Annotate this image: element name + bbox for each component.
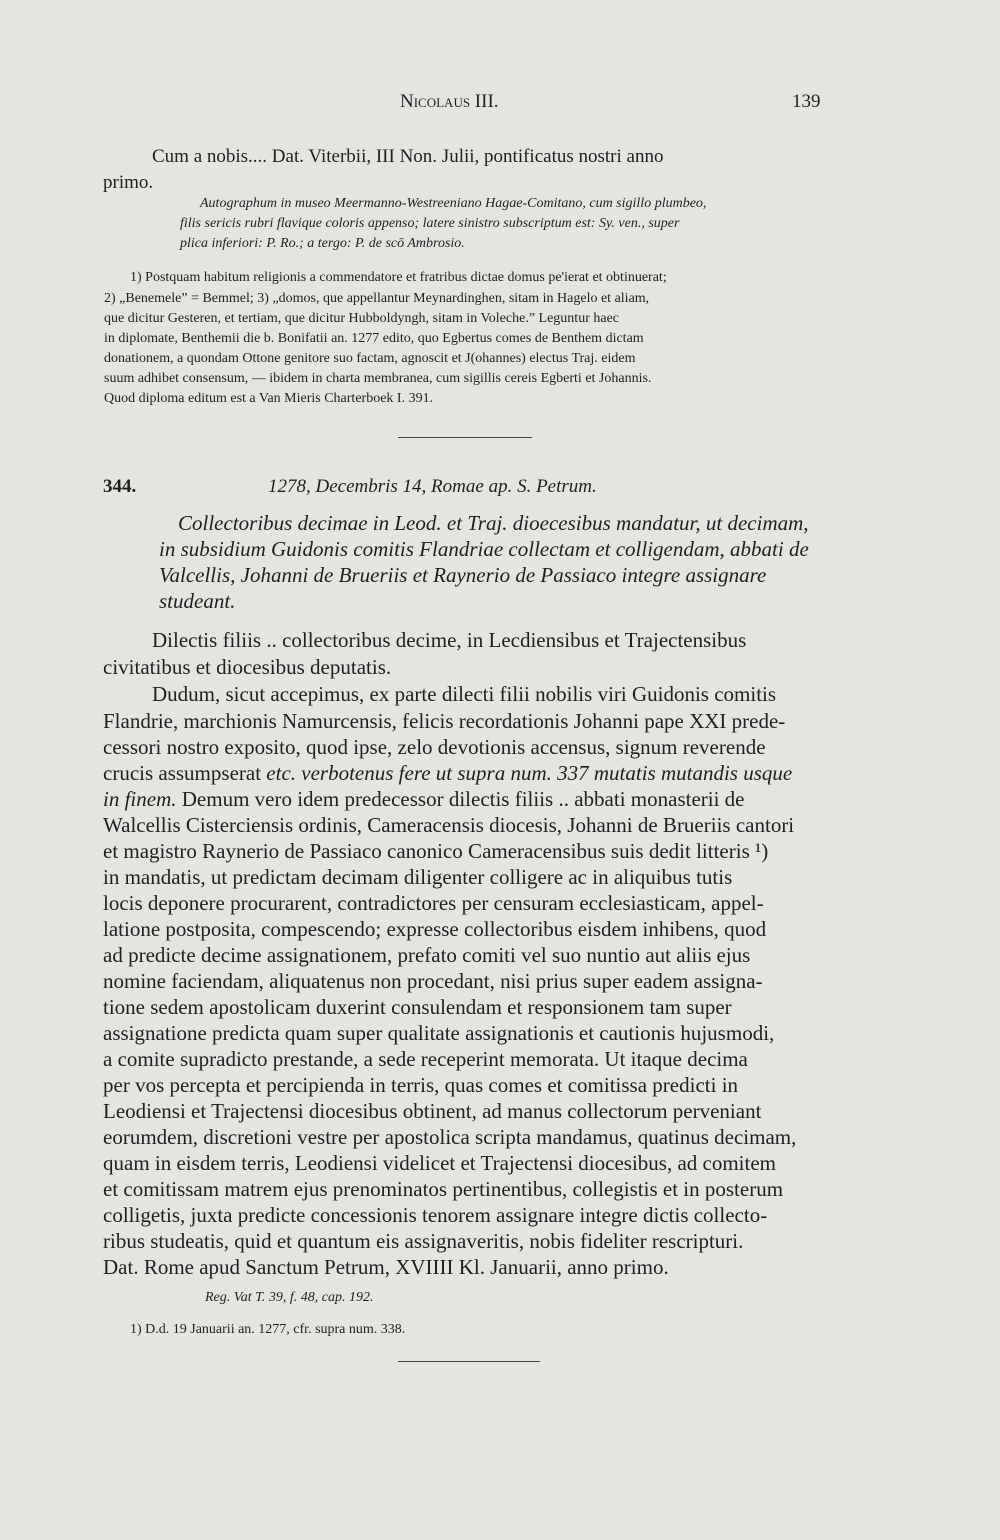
text-line: locis deponere procurarent, contradictores per censuram ecclesiasticam, appel-: [103, 891, 764, 915]
text-line: in mandatis, ut predictam decimam diligenter colligere ac in aliquibus tutis: [103, 865, 733, 889]
text-line: latione postposita, compescendo; expresse collectoribus eisdem inhibens, quod: [103, 917, 767, 941]
summary-line: Collectoribus decimae in Leod. et Traj. dioecesibus mandatur, ut decimam,: [178, 511, 809, 535]
text-segment-italic: etc. verbotenus fere ut supra num. 337 mutatis mutandis usque: [266, 761, 793, 785]
bottom-divider: [398, 1361, 540, 1362]
source-note-line: Autographum in museo Meermanno-Westreeniano Hagae-Comitano, cum sigillo plumbeo,: [200, 196, 707, 211]
text-segment-italic: in finem.: [103, 787, 177, 811]
text-line: quam in eisdem terris, Leodiensi videlicet et Trajectensi diocesibus, ad comitem: [103, 1151, 777, 1175]
section-divider: [398, 437, 532, 438]
summary-line: Valcellis, Johanni de Brueriis et Raynerio de Passiaco integre assignare: [159, 563, 767, 587]
text-line: Walcellis Cisterciensis ordinis, Cameracensis diocesis, Johanni de Brueriis cantori: [103, 813, 795, 837]
text-line: Flandrie, marchionis Namurcensis, felicis recordationis Johanni pape XXI prede-: [103, 709, 786, 733]
register-reference: Reg. Vat T. 39, f. 48, cap. 192.: [205, 1290, 374, 1305]
source-note-line: plica inferiori: P. Ro.; a tergo: P. de scō Ambrosio.: [180, 236, 465, 251]
text-line: et comitissam matrem ejus prenominatos pertinentibus, collegistis et in posterum: [103, 1177, 784, 1201]
summary-line: in subsidium Guidonis comitis Flandriae collectam et colligendam, abbati de: [159, 537, 809, 561]
footnote-line: suum adhibet consensum, — ibidem in charta membranea, cum sigillis cereis Egberti et Johannis.: [104, 371, 652, 386]
footnote-line: que dicitur Gesteren, et tertiam, que dicitur Hubboldyngh, sitam in Voleche.” Leguntur haec: [104, 311, 619, 326]
text-line: assignatione predicta quam super qualitate assignationis et cautionis hujusmodi,: [103, 1021, 775, 1045]
footnote-line: 2) „Benemele” = Bemmel; 3) „domos, que appellantur Meynardinghen, sitam in Hagelo et aliam,: [104, 291, 650, 306]
text-line: civitatibus et diocesibus deputatis.: [103, 655, 392, 679]
text-line: nomine faciendam, aliquatenus non procedant, nisi prius super eadem assigna-: [103, 969, 763, 993]
text-line: ad predicte decime assignationem, prefato comiti vel suo nuntio aut aliis ejus: [103, 943, 751, 967]
source-note-line: filis sericis rubri flavique coloris appenso; latere sinistro subscriptum est: Sy. ven., super: [180, 216, 680, 231]
text-line: per vos percepta et percipienda in terris, quas comes et comitissa predicti in: [103, 1073, 739, 1097]
footnote-line: Quod diploma editum est a Van Mieris Charterboek I. 391.: [104, 391, 434, 406]
text-line: Dudum, sicut accepimus, ex parte dilecti filii nobilis viri Guidonis comitis: [152, 682, 777, 706]
text-line: [103, 761, 792, 786]
page-number: 139: [792, 91, 821, 112]
text-line: Dilectis filiis .. collectoribus decime, in Lecdiensibus et Trajectensibus: [152, 628, 747, 652]
text-line: [103, 787, 745, 812]
text-line: cessori nostro exposito, quod ipse, zelo devotionis accensus, signum reverende: [103, 735, 766, 759]
text-segment: crucis assumpserat: [103, 761, 267, 785]
footnote-line: 1) D.d. 19 Januarii an. 1277, cfr. supra num. 338.: [130, 1322, 406, 1337]
text-segment: Demum vero idem predecessor dilectis filiis .. abbati monasterii de: [176, 787, 745, 811]
text-line: Leodiensi et Trajectensi diocesibus obtinent, ad manus collectorum perveniant: [103, 1099, 762, 1123]
text-line: Dat. Rome apud Sanctum Petrum, XVIIII Kl. Januarii, anno primo.: [103, 1255, 669, 1279]
footnote-line: 1) Postquam habitum religionis a commendatore et fratribus dictae domus pe'ierat et obtinuerat;: [130, 270, 667, 285]
text-line: eorumdem, discretioni vestre per apostolica scripta mandamus, quatinus decimam,: [103, 1125, 797, 1149]
footnote-line: donationem, a quondam Ottone genitore suo factam, agnoscit et J(ohannes) electus Traj. eidem: [104, 351, 636, 366]
text-line: ribus studeatis, quid et quantum eis assignaveritis, nobis fideliter rescripturi.: [103, 1229, 744, 1253]
text-line: colligetis, juxta predicte concessionis tenorem assignare integre dictis collecto-: [103, 1203, 768, 1227]
running-title: Nicolaus III.: [400, 91, 499, 112]
text-line: a comite supradicto prestande, a sede receperint memorata. Ut itaque decima: [103, 1047, 748, 1071]
document-dateline: 1278, Decembris 14, Romae ap. S. Petrum.: [268, 476, 597, 497]
text-line: et magistro Raynerio de Passiaco canonico Cameracensibus suis dedit litteris ¹): [103, 839, 769, 863]
intro-line: Cum a nobis.... Dat. Viterbii, III Non. Julii, pontificatus nostri anno: [152, 146, 664, 167]
footnote-line: in diplomate, Benthemii die b. Bonifatii an. 1277 edito, quo Egbertus comes de Benthem dictam: [104, 331, 644, 346]
text-line: tione sedem apostolicam duxerint consulendam et responsionem tam super: [103, 995, 732, 1019]
intro-line: primo.: [103, 172, 154, 193]
document-number: 344.: [103, 476, 137, 497]
summary-line: studeant.: [159, 589, 236, 613]
